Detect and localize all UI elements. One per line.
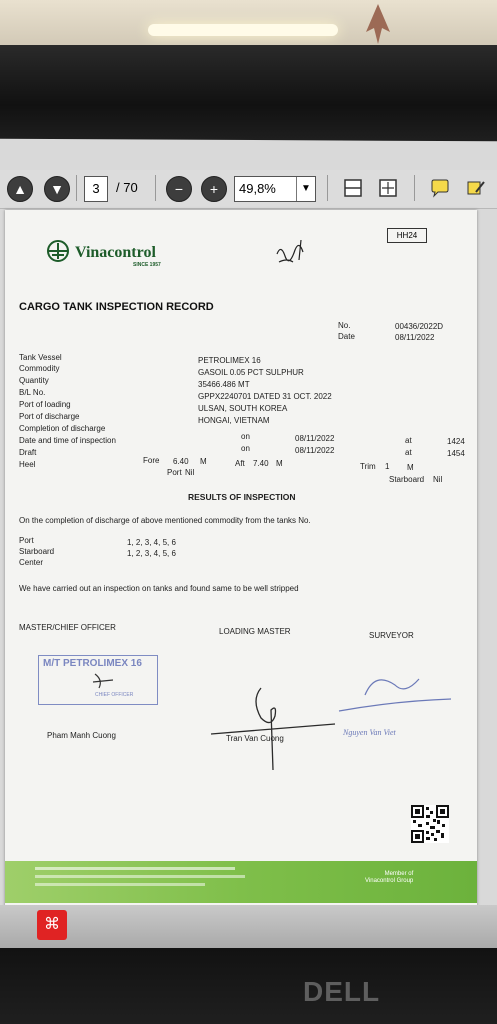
logo-text: Vinacontrol [75, 244, 156, 261]
draft-fore-label: Fore [143, 456, 160, 465]
surveyor-signature [335, 665, 455, 725]
master-title: MASTER/CHIEF OFFICER [19, 623, 116, 632]
master-name: Pham Manh Cuong [47, 731, 116, 740]
surveyor-name: Nguyen Van Viet [343, 728, 396, 737]
inspection-time: 1454 [447, 449, 465, 458]
draft-trim-value: 1 [385, 462, 390, 471]
field-label: Completion of discharge [19, 424, 106, 433]
toolbar-separator [76, 175, 77, 201]
heel-port-label: Port [167, 468, 182, 477]
draft-fore-value: 6.40 [173, 457, 189, 466]
draft-trim-unit: M [407, 463, 414, 472]
logo-since: SINCE 1957 [133, 262, 161, 268]
field-value: HONGAI, VIETNAM [198, 416, 270, 425]
toolbar-separator [327, 175, 328, 201]
footer-brand: Member of Vinacontrol Group [365, 871, 414, 884]
zoom-value: 49,8% [239, 181, 276, 196]
field-label: Tank Vessel [19, 353, 62, 362]
wall-ornament [360, 2, 396, 46]
results-heading: RESULTS OF INSPECTION [188, 492, 296, 502]
zoom-out-icon[interactable]: − [166, 176, 192, 202]
date-label: Date [338, 332, 355, 341]
document-title: CARGO TANK INSPECTION RECORD [19, 301, 214, 313]
pdf-toolbar [0, 170, 497, 209]
draft-fore-unit: M [200, 457, 207, 466]
chevron-down-icon[interactable]: ▼ [296, 177, 315, 201]
master-signature [89, 670, 119, 692]
zoom-select[interactable] [234, 176, 316, 202]
tank-label: Starboard [19, 547, 55, 556]
field-value: 35466.486 MT [198, 380, 250, 389]
toolbar-separator [414, 175, 415, 201]
field-label: Date and time of inspection [19, 436, 116, 445]
taskbar [0, 905, 497, 949]
footer-address-line [35, 867, 235, 870]
date-value: 08/11/2022 [395, 333, 435, 342]
number-value: 00436/2022D [395, 322, 444, 331]
field-value: ULSAN, SOUTH KOREA [198, 404, 288, 413]
monitor-bezel-bottom [0, 948, 497, 1024]
field-label: Port of discharge [19, 412, 80, 421]
statement-text: We have carried out an inspection on tanks and found same to be well stripped [19, 584, 299, 593]
highlight-icon[interactable] [466, 178, 486, 198]
number-label: No. [338, 321, 351, 330]
completion-on: on [241, 432, 250, 441]
footer-address-line [35, 875, 245, 878]
monitor-bezel-top [0, 45, 497, 145]
page-number-input[interactable]: 3 [84, 176, 108, 202]
vinacontrol-logo-icon [45, 240, 71, 262]
heel-starboard-value: Nil [433, 475, 443, 484]
field-label: Commodity [19, 364, 60, 373]
field-label: Port of loading [19, 400, 71, 409]
document-code: HH24 [387, 228, 427, 243]
tank-label: Center [19, 558, 44, 567]
surveyor-title: SURVEYOR [369, 631, 414, 640]
pdf-app-icon[interactable]: ⌘ [37, 910, 67, 940]
draft-aft-label: Aft [235, 459, 245, 468]
heel-port-value: Nil [185, 468, 195, 477]
field-value: PETROLIMEX 16 [198, 356, 261, 365]
toolbar-separator [155, 175, 156, 201]
draft-aft-value: 7.40 [253, 459, 269, 468]
tank-value: 1, 2, 3, 4, 5, 6 [127, 538, 176, 547]
initials-signature [273, 236, 313, 266]
draft-aft-unit: M [276, 459, 283, 468]
loading-master-signature [201, 680, 341, 775]
field-value: GASOIL 0.05 PCT SULPHUR [198, 368, 304, 377]
field-label: Quantity [19, 376, 49, 385]
qr-code-icon [411, 805, 449, 843]
tank-label: Port [19, 536, 34, 545]
ceiling-light [148, 24, 338, 36]
fit-width-icon[interactable] [343, 178, 363, 198]
stamp-role: CHIEF OFFICER [95, 692, 134, 698]
comment-icon[interactable] [430, 178, 450, 198]
field-label: Draft [19, 448, 37, 457]
field-value: GPPX2240701 DATED 31 OCT. 2022 [198, 392, 332, 401]
completion-date: 08/11/2022 [295, 434, 335, 443]
monitor-brand-logo: DELL [303, 976, 381, 1007]
pdf-page [5, 210, 477, 908]
loading-master-name: Tran Van Cuong [226, 734, 284, 743]
document-footer [5, 861, 477, 903]
field-label: Heel [19, 460, 36, 469]
draft-trim-label: Trim [360, 462, 376, 471]
tank-value: 1, 2, 3, 4, 5, 6 [127, 549, 176, 558]
zoom-in-icon[interactable]: + [201, 176, 227, 202]
completion-at: at [405, 436, 412, 445]
loading-master-title: LOADING MASTER [219, 627, 291, 636]
arrow-down-icon[interactable]: ▼ [44, 176, 70, 202]
heel-starboard-label: Starboard [389, 475, 425, 484]
inspection-date: 08/11/2022 [295, 446, 335, 455]
completion-text: On the completion of discharge of above mentioned commodity from the tanks No. [19, 516, 311, 525]
inspection-on: on [241, 444, 250, 453]
footer-address-line [35, 883, 205, 886]
inspection-at: at [405, 448, 412, 457]
ship-stamp [38, 655, 158, 705]
fit-page-icon[interactable] [378, 178, 398, 198]
arrow-up-icon[interactable]: ▲ [7, 176, 33, 202]
stamp-name: M/T PETROLIMEX 16 [43, 658, 142, 669]
field-label: B/L No. [19, 388, 46, 397]
completion-time: 1424 [447, 437, 465, 446]
page-total: / 70 [116, 180, 138, 195]
